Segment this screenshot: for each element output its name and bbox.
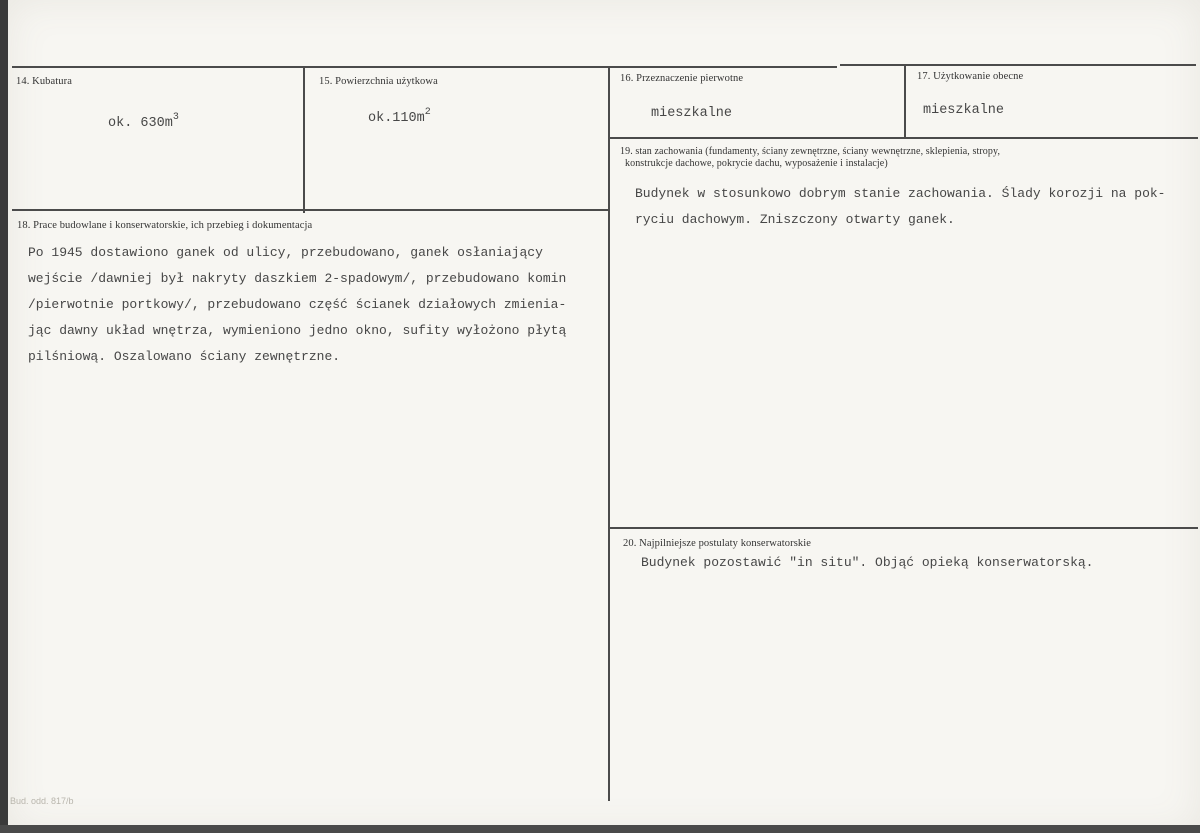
field-20-label: 20. Najpilniejsze postulaty konserwatorskie [623,538,812,549]
record-card-sheet [8,0,1200,833]
divider-16-17 [904,66,906,138]
footer-print-mark: Bud. odd. 817/b [10,796,74,806]
top-rule-right [840,64,1196,66]
field-14-value [108,112,179,131]
field-17-value: mieszkalne [923,103,1005,118]
field-15-label: 15. Powierzchnia użytkowa [319,76,438,87]
rule-under-14-15 [12,209,610,211]
field-18-text [28,240,566,370]
rule-under-16-17 [608,137,1198,139]
field-14-value-text: ok. 630m [108,116,173,131]
field-15-value [368,107,431,126]
scan-bottom-edge [0,825,1200,833]
field-19-label-line2: konstrukcje dachowe, pokrycie dachu, wyposażenie i instalacje) [625,158,888,169]
field-14-value-exponent: 3 [172,112,179,123]
scan-left-edge [0,0,8,833]
top-rule [12,66,837,68]
field-20-text [641,550,1093,576]
field-15-value-text: ok.110m [368,111,425,126]
rule-above-20 [608,527,1198,529]
field-18-line: /pierwotnie portkowy/, przebudowano część ścianek działowych zmienia- [28,297,567,312]
field-20-line: Budynek pozostawić "in situ". Objąć opieką konserwatorską. [641,555,1094,570]
field-17-label: 17. Użytkowanie obecne [917,71,1024,82]
main-vertical-divider [608,67,610,801]
field-14-label: 14. Kubatura [16,76,73,87]
field-16-value: mieszkalne [651,106,733,121]
field-18-line: jąc dawny układ wnętrza, wymieniono jedno okno, sufity wyłożono płytą [28,323,567,338]
field-18-line: Po 1945 dostawiono ganek od ulicy, przebudowano, ganek osłaniający [28,245,543,260]
field-18-line: pilśniową. Oszalowano ściany zewnętrzne. [28,349,341,364]
field-18-label: 18. Prace budowlane i konserwatorskie, ich przebieg i dokumentacja [17,220,313,231]
field-19-line: Budynek w stosunkowo dobrym stanie zachowania. Ślady korozji na pok- [635,186,1166,201]
divider-14-15 [303,67,305,213]
field-19-line: ryciu dachowym. Zniszczony otwarty ganek. [635,212,955,227]
field-19-text [635,181,1166,233]
field-18-line: wejście /dawniej był nakryty daszkiem 2-spadowym/, przebudowano komin [28,271,567,286]
field-16-label: 16. Przeznaczenie pierwotne [620,73,744,84]
field-19-label-line1: 19. stan zachowania (fundamenty, ściany zewnętrzne, ściany wewnętrzne, sklepienia, stropy, [620,146,1001,157]
field-15-value-exponent: 2 [424,107,431,118]
